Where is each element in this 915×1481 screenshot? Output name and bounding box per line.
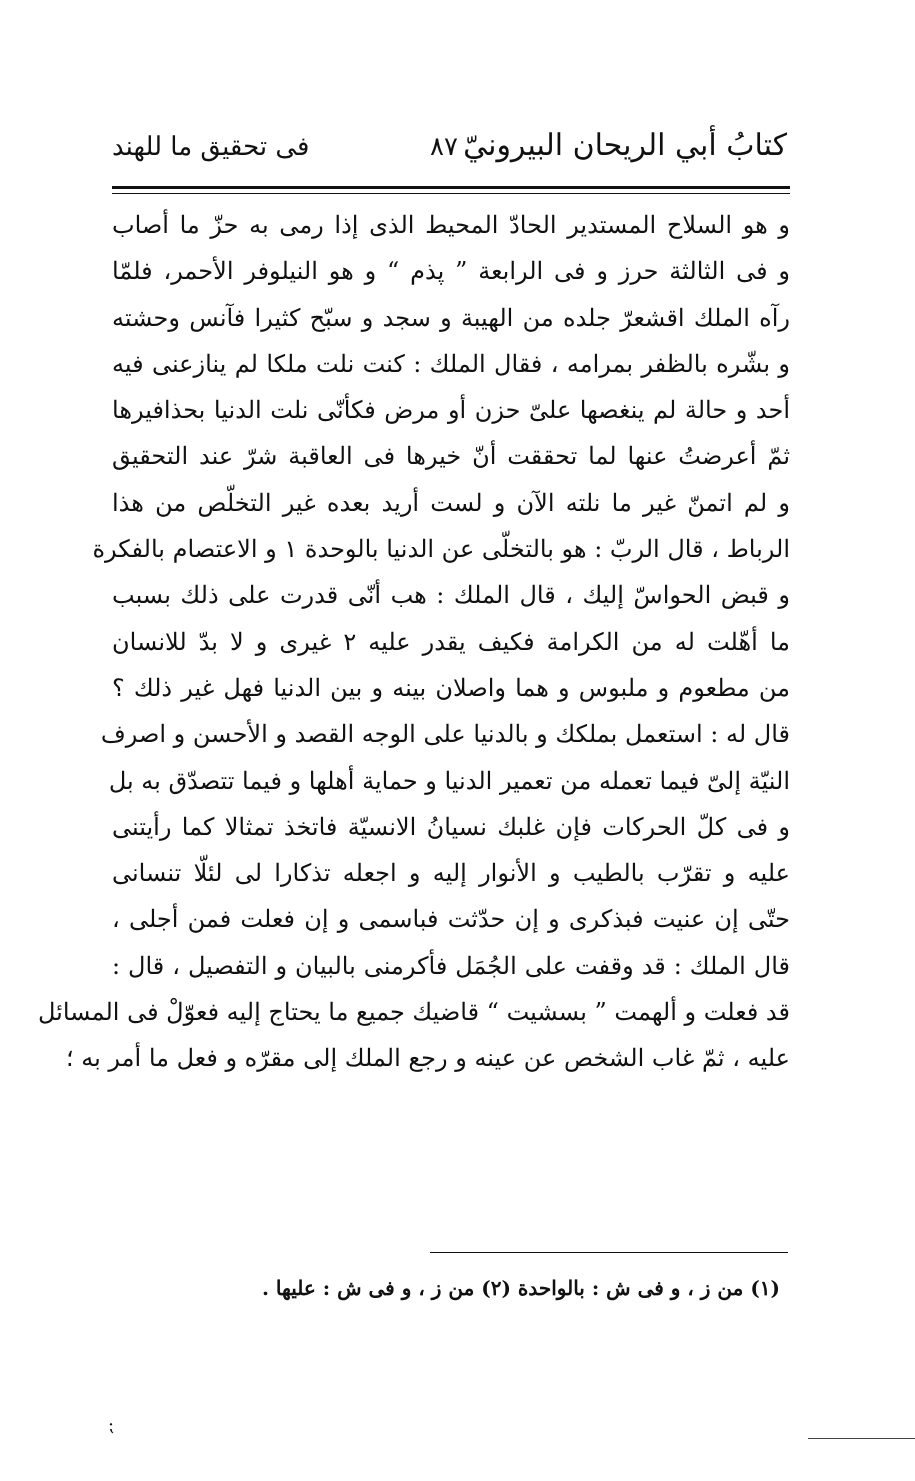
text-line: أحد و حالة لم ينغصها علىّ حزن أو مرض فكأنّى نلت الدنيا بحذافيرها [112,396,790,425]
text-line: حتّى إن عنيت فبذكرى و إن حدّثت فباسمى و إن فعلت فمن أجلى ، [112,905,790,934]
running-head [112,128,787,184]
text-line: النيّة إلىّ فيما تعمله من تعمير الدنيا و حماية أهلها و فيما تتصدّق به بل [108,766,790,795]
text-line: و هو السلاح المستدير الحادّ المحيط الذى إذا رمى به حزّ ما أصاب [112,211,790,239]
text-line: و بشّره بالظفر بمرامه ، فقال الملك : كنت نلت ملكا لم ينازعنى فيه [112,349,790,378]
text-line: قال له : استعمل بملكك و بالدنيا على الوجه القصد و الأحسن و اصرف [100,720,790,749]
text-line: ما أهّلت له من الكرامة فكيف يقدر عليه ٢ غيرى و لا بدّ للانسان [112,627,790,656]
scan-edge-line [808,1438,915,1439]
text-line: قد فعلت و ألهمت ” بسشيت “ قاضيك جميع ما يحتاج إليه فعوّلْ فى المسائل [38,998,790,1027]
text-line: و فى الثالثة حرز و فى الرابعة ” پذم “ و هو النيلوفر الأحمر، فلمّا [112,257,790,286]
book-title: كتابُ أبي الريحان البيرونيّ [463,128,787,163]
text-line: و فى كلّ الحركات فإن غلبك نسيانُ الانسيّة فاتخذ تمثالا كما رأيتنى [112,812,790,841]
text-line: و قبض الحواسّ إليك ، قال الملك : هب أنّى قدرت على ذلك بسبب [112,581,790,610]
footnote-rule [430,1252,788,1253]
text-line: قال الملك : قد وقفت على الجُمَل فأكرمنى بالبيان و التفصيل ، قال : [112,951,790,980]
body-text [38,202,791,1082]
header-rule-thick [112,186,790,189]
text-line: الرباط ، قال الربّ : هو بالتخلّى عن الدنيا بالوحدة ١ و الاعتصام بالفكرة [92,535,790,564]
margin-mark: ⁏ [108,1415,115,1436]
header-rule-thin [112,193,790,194]
footnote: (١) من ز ، و فى ش : بالواحدة (٢) من ز ، و فى ش : عليها . [261,1276,780,1300]
text-line: ثمّ أعرضتُ عنها لما تحققت أنّ خيرها فى العاقبة شرّ عند التحقيق [112,442,790,471]
page-number: ٨٧ [430,132,458,162]
text-line: رآه الملك اقشعرّ جلده من الهيبة و سجد و سبّح كثيرا فآنس وحشته [112,303,790,332]
running-topic: فى تحقيق ما للهند [112,132,310,162]
text-line: عليه و تقرّب بالطيب و الأنوار إليه و اجعله تذكارا لى لئلّا تنسانى [112,859,790,888]
text-line: و لم اتمنّ غير ما نلته الآن و لست أريد بعده غير التخلّص من هذا [112,488,791,517]
text-line: من مطعوم و ملبوس و هما واصلان بينه و بين الدنيا فهل غير ذلك ؟ [112,673,790,702]
text-line: عليه ، ثمّ غاب الشخص عن عينه و رجع الملك إلى مقرّه و فعل ما أمر به ؛ [65,1044,790,1073]
